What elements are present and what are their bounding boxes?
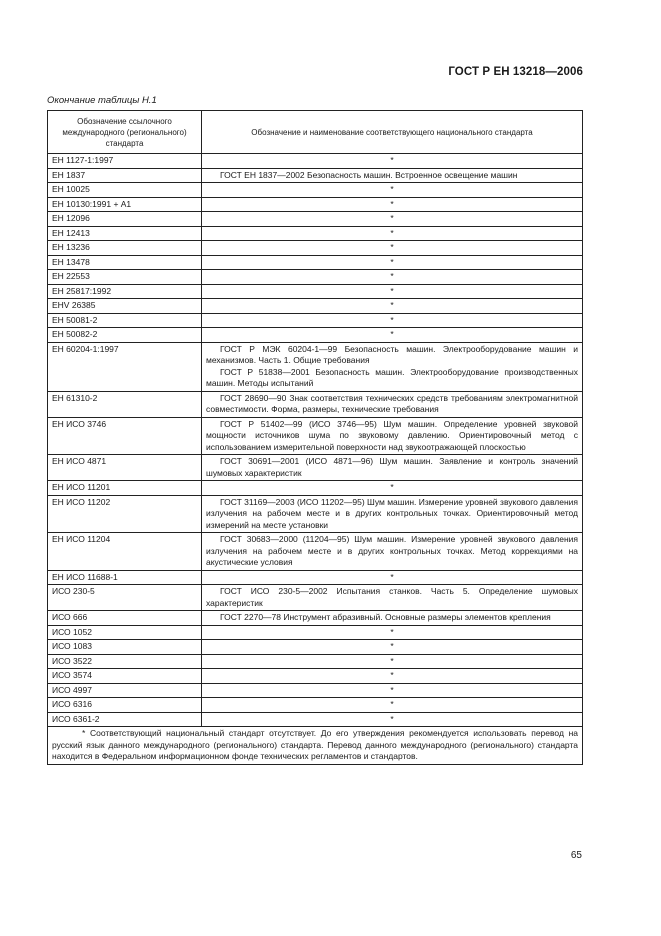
footnote-row [48, 727, 583, 765]
national-standard-cell [202, 299, 583, 314]
no-equivalent-mark: * [390, 300, 394, 310]
national-standard-cell [202, 270, 583, 285]
national-standard-cell [202, 342, 583, 391]
national-standard-cell [202, 391, 583, 417]
reference-standard-cell: ИСО 666 [48, 611, 202, 626]
national-standard-text: ГОСТ Р 51402—99 (ИСО 3746—95) Шум машин. Определение уровней звуковой мощности источников шума по звуковому давлению. Ориентировочный метод с использованием измерительной поверхности над звукоотражающей плоскостью [206, 418, 578, 452]
reference-standard-cell: ИСО 6316 [48, 698, 202, 713]
no-equivalent-mark: * [390, 626, 394, 637]
table-row [48, 391, 583, 417]
national-standard-cell [202, 683, 583, 698]
no-equivalent-mark: * [390, 670, 394, 680]
document-code: ГОСТ Р ЕН 13218—2006 [448, 66, 583, 78]
table-row [48, 585, 583, 611]
national-standard-cell [202, 495, 583, 533]
table-row [48, 455, 583, 481]
reference-standard-cell: ЕН 1127-1:1997 [48, 154, 202, 169]
table-row [48, 255, 583, 270]
table-body [48, 154, 583, 727]
table-row [48, 342, 583, 391]
table-row [48, 417, 583, 455]
national-standard-cell [202, 284, 583, 299]
no-equivalent-mark: * [390, 314, 394, 325]
national-standard-cell [202, 698, 583, 713]
table-row [48, 640, 583, 655]
no-equivalent-mark: * [390, 699, 394, 709]
national-standard-text: ГОСТ Р МЭК 60204-1—99 Безопасность машин. Электрооборудование машин и механизмов. Часть 1. Общие требования [206, 343, 578, 365]
table-row [48, 168, 583, 183]
national-standard-cell [202, 611, 583, 626]
reference-standard-cell: ЕН ИСО 4871 [48, 455, 202, 481]
reference-standard-cell: ИСО 6361-2 [48, 712, 202, 727]
reference-standard-cell: ЕН 10130:1991 + A1 [48, 197, 202, 212]
reference-standard-cell: ИСО 1052 [48, 625, 202, 640]
no-equivalent-mark: * [390, 641, 394, 651]
table-row [48, 226, 583, 241]
reference-standard-cell: ЕН 1837 [48, 168, 202, 183]
national-standard-cell [202, 226, 583, 241]
table-row [48, 611, 583, 626]
table-row [48, 197, 583, 212]
table-row [48, 241, 583, 256]
table-row [48, 284, 583, 299]
reference-standard-cell: ЕН 50082-2 [48, 328, 202, 343]
national-standard-text: ГОСТ ИСО 230-5—2002 Испытания станков. Часть 5. Определение шумовых характеристик [206, 586, 578, 608]
no-equivalent-mark: * [390, 329, 394, 339]
reference-standard-cell: ЕН 12096 [48, 212, 202, 227]
national-standard-cell [202, 417, 583, 455]
no-equivalent-mark: * [390, 285, 394, 296]
table-row [48, 495, 583, 533]
no-equivalent-mark: * [390, 184, 394, 194]
reference-standard-cell: ЕН 25817:1992 [48, 284, 202, 299]
no-equivalent-mark: * [390, 271, 394, 281]
no-equivalent-mark: * [390, 655, 394, 666]
footnote-cell [48, 727, 583, 765]
no-equivalent-mark: * [390, 713, 394, 724]
national-standard-cell [202, 255, 583, 270]
table-row [48, 683, 583, 698]
national-standard-cell [202, 241, 583, 256]
reference-standard-cell: ЕН 22553 [48, 270, 202, 285]
reference-standard-cell: ЕН ИСО 3746 [48, 417, 202, 455]
national-standard-cell [202, 640, 583, 655]
table-row [48, 328, 583, 343]
no-equivalent-mark: * [390, 256, 394, 267]
column-header-national: Обозначение и наименование соответствующего национального стандарта [202, 111, 583, 154]
reference-standard-cell: ИСО 3574 [48, 669, 202, 684]
national-standard-cell [202, 154, 583, 169]
table-row [48, 270, 583, 285]
national-standard-cell [202, 533, 583, 571]
national-standard-cell [202, 212, 583, 227]
table-row [48, 698, 583, 713]
reference-standard-cell: ИСО 3522 [48, 654, 202, 669]
no-equivalent-mark: * [390, 242, 394, 252]
table-row [48, 212, 583, 227]
national-standard-cell [202, 183, 583, 198]
table-row [48, 669, 583, 684]
table-row [48, 481, 583, 496]
table-row [48, 154, 583, 169]
national-standard-cell [202, 654, 583, 669]
reference-standard-cell: ЕНV 26385 [48, 299, 202, 314]
table-row [48, 712, 583, 727]
table-row [48, 299, 583, 314]
footnote-text: * Соответствующий национальный стандарт отсутствует. До его утверждения рекомендуется использовать перевод на русский язык данного международного (регионального) стандарта. Перевод данного международного (регионального) стандарта находится в Федеральном информационном фонде технических регламентов и стандартов. [52, 728, 578, 761]
reference-standard-cell: ЕН ИСО 11688-1 [48, 570, 202, 585]
reference-standard-cell: ЕН 60204-1:1997 [48, 342, 202, 391]
reference-standard-cell: ИСО 1083 [48, 640, 202, 655]
national-standard-text: ГОСТ 30691—2001 (ИСО 4871—96) Шум машин. Заявление и контроль значений шумовых характеристик [206, 456, 578, 478]
no-equivalent-mark: * [390, 227, 394, 238]
no-equivalent-mark: * [390, 155, 394, 165]
reference-standard-cell: ЕН 13478 [48, 255, 202, 270]
table-row [48, 570, 583, 585]
reference-standard-cell: ЕН 12413 [48, 226, 202, 241]
national-standard-cell [202, 481, 583, 496]
reference-standard-cell: ЕН ИСО 11201 [48, 481, 202, 496]
reference-standard-cell: ИСО 230-5 [48, 585, 202, 611]
reference-standard-cell: ЕН 50081-2 [48, 313, 202, 328]
national-standard-text: ГОСТ Р 51838—2001 Безопасность машин. Электрооборудование производственных машин. Методы испытаний [206, 366, 578, 388]
reference-standard-cell: ЕН 13236 [48, 241, 202, 256]
national-standard-text: ГОСТ 2270—78 Инструмент абразивный. Основные размеры элементов крепления [220, 612, 551, 622]
national-standard-cell [202, 455, 583, 481]
standards-table [47, 110, 583, 765]
table-row [48, 313, 583, 328]
table-caption: Окончание таблицы Н.1 [47, 95, 157, 106]
table-row [48, 183, 583, 198]
national-standard-text: ГОСТ 30683—2000 (11204—95) Шум машин. Измерение уровней звукового давления излучения на рабочем месте и в других контрольных точках. Метод коррекциями на акустические условия [206, 534, 578, 567]
reference-standard-cell: ИСО 4997 [48, 683, 202, 698]
table-row [48, 625, 583, 640]
national-standard-cell [202, 328, 583, 343]
national-standard-cell [202, 168, 583, 183]
no-equivalent-mark: * [390, 571, 394, 582]
table-header-row [48, 111, 583, 154]
reference-standard-cell: ЕН 10025 [48, 183, 202, 198]
national-standard-cell [202, 313, 583, 328]
table-row [48, 654, 583, 669]
page-number: 65 [570, 850, 582, 861]
national-standard-cell [202, 712, 583, 727]
national-standard-text: ГОСТ ЕН 1837—2002 Безопасность машин. Встроенное освещение машин [220, 169, 518, 180]
national-standard-cell [202, 625, 583, 640]
reference-standard-cell: ЕН 61310-2 [48, 391, 202, 417]
no-equivalent-mark: * [390, 213, 394, 223]
column-header-reference: Обозначение ссылочного международного (регионального) стандарта [48, 111, 202, 154]
reference-standard-cell: ЕН ИСО 11202 [48, 495, 202, 533]
no-equivalent-mark: * [390, 684, 394, 695]
no-equivalent-mark: * [390, 198, 394, 209]
national-standard-cell [202, 197, 583, 212]
no-equivalent-mark: * [390, 482, 394, 492]
table-row [48, 533, 583, 571]
national-standard-text: ГОСТ 28690—90 Знак соответствия технических средств требованиям электромагнитной совместимости. Форма, размеры, технические требования [206, 392, 578, 414]
reference-standard-cell: ЕН ИСО 11204 [48, 533, 202, 571]
national-standard-cell [202, 669, 583, 684]
national-standard-text: ГОСТ 31169—2003 (ИСО 11202—95) Шум машин. Измерение уровней звукового давления излучения на рабочем месте и в других контрольных точках. Ориентировочный метод измерений на месте установки [206, 496, 578, 530]
national-standard-cell [202, 570, 583, 585]
national-standard-cell [202, 585, 583, 611]
